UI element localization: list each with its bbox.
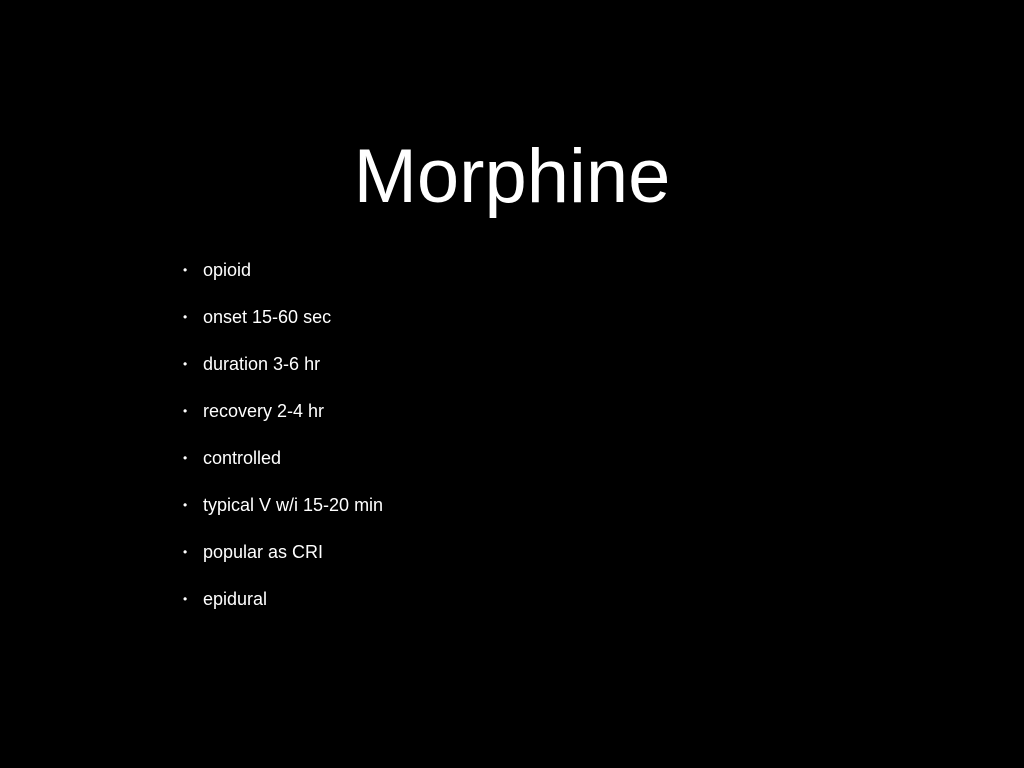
bullet-text: typical V w/i 15-20 min <box>203 495 384 515</box>
bullet-icon: • <box>183 310 188 324</box>
bullet-icon: • <box>183 357 188 371</box>
list-item <box>183 587 383 612</box>
bullet-icon: • <box>183 451 188 465</box>
bullet-icon: • <box>183 263 188 277</box>
list-item <box>183 352 383 377</box>
bullet-icon: • <box>183 545 188 559</box>
list-item <box>183 540 383 565</box>
list-item <box>183 399 383 424</box>
list-item <box>183 258 383 283</box>
bullet-text: duration 3-6 hr <box>203 354 321 374</box>
bullet-text: epidural <box>203 589 268 609</box>
list-item <box>183 493 383 518</box>
bullet-text: popular as CRI <box>203 542 324 562</box>
bullet-icon: • <box>183 498 188 512</box>
list-item <box>183 305 383 330</box>
bullet-list <box>183 258 383 634</box>
slide-title: Morphine <box>353 134 671 219</box>
list-item <box>183 446 383 471</box>
bullet-icon: • <box>183 404 188 418</box>
bullet-icon: • <box>183 592 188 606</box>
bullet-text: onset 15-60 sec <box>203 307 332 327</box>
bullet-text: opioid <box>203 260 252 280</box>
bullet-text: controlled <box>203 448 282 468</box>
bullet-text: recovery 2-4 hr <box>203 401 325 421</box>
